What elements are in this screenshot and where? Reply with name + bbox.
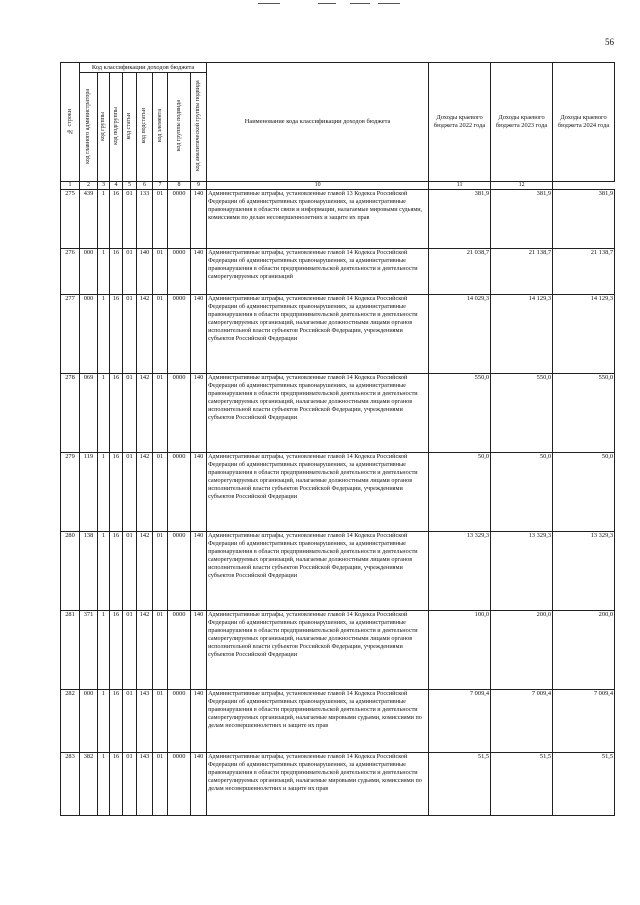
amount-2024: 13 329,3 bbox=[553, 532, 615, 611]
header-code-col: код статьи bbox=[123, 73, 137, 182]
scan-mark bbox=[378, 3, 400, 4]
code-cell: 140 bbox=[191, 690, 207, 753]
amount-2023: 50,0 bbox=[491, 453, 553, 532]
page-number: 56 bbox=[605, 37, 614, 47]
column-number: 11 bbox=[429, 182, 491, 190]
row-number: 280 bbox=[61, 532, 80, 611]
code-cell: 01 bbox=[153, 753, 168, 816]
row-number: 279 bbox=[61, 453, 80, 532]
row-number: 281 bbox=[61, 611, 80, 690]
code-cell: 01 bbox=[153, 611, 168, 690]
amount-2024: 200,0 bbox=[553, 611, 615, 690]
code-cell: 143 bbox=[137, 753, 153, 816]
row-number: 276 bbox=[61, 249, 80, 295]
amount-2023: 7 009,4 bbox=[491, 690, 553, 753]
code-cell: 140 bbox=[191, 190, 207, 249]
code-name: Административные штрафы, установленные главой 14 Кодекса Российской Федерации об административных правонарушениях, за административные правонарушения в области предпринимательской деятельности и деятельности саморегулируемых организаций, налагаемые мировыми судьями, комиссиями по делам несовершеннолетних и защите их прав bbox=[207, 753, 429, 816]
code-cell: 01 bbox=[123, 190, 137, 249]
code-name: Административные штрафы, установленные главой 14 Кодекса Российской Федерации об административных правонарушениях, за административные правонарушения в области предпринимательской деятельности и деятельности саморегулируемых организаций, налагаемые должностными лицами органов исполнительной власти субъектов Российской Федерации, учреждениями субъектов Российской Федерации bbox=[207, 374, 429, 453]
code-cell: 16 bbox=[110, 295, 123, 374]
header-row-no: № строки bbox=[61, 63, 80, 182]
code-cell: 140 bbox=[191, 753, 207, 816]
code-cell: 0000 bbox=[168, 453, 191, 532]
amount-2022: 550,0 bbox=[429, 374, 491, 453]
column-number-row bbox=[61, 182, 615, 190]
code-name: Административные штрафы, установленные главой 14 Кодекса Российской Федерации об административных правонарушениях, за административные правонарушения в области предпринимательской деятельности и деятельности саморегулируемых организаций bbox=[207, 249, 429, 295]
code-cell: 119 bbox=[80, 453, 98, 532]
amount-2022: 13 329,3 bbox=[429, 532, 491, 611]
code-cell: 16 bbox=[110, 190, 123, 249]
amount-2023: 550,0 bbox=[491, 374, 553, 453]
column-number: 3 bbox=[98, 182, 110, 190]
code-cell: 16 bbox=[110, 532, 123, 611]
scan-mark bbox=[350, 3, 370, 4]
table-row bbox=[61, 690, 615, 753]
column-number: 4 bbox=[110, 182, 123, 190]
column-number: 1 bbox=[61, 182, 80, 190]
code-cell: 140 bbox=[191, 453, 207, 532]
amount-2024: 21 138,7 bbox=[553, 249, 615, 295]
code-cell: 439 bbox=[80, 190, 98, 249]
amount-2023: 14 129,3 bbox=[491, 295, 553, 374]
code-cell: 01 bbox=[153, 295, 168, 374]
header-code-col: код группы подвида bbox=[168, 73, 191, 182]
code-cell: 1 bbox=[98, 532, 110, 611]
amount-2022: 100,0 bbox=[429, 611, 491, 690]
code-cell: 1 bbox=[98, 295, 110, 374]
code-cell: 01 bbox=[123, 453, 137, 532]
code-cell: 140 bbox=[137, 249, 153, 295]
amount-2022: 50,0 bbox=[429, 453, 491, 532]
code-name: Административные штрафы, установленные главой 14 Кодекса Российской Федерации об административных правонарушениях, за административные правонарушения в области предпринимательской деятельности и деятельности саморегулируемых организаций, налагаемые должностными лицами органов исполнительной власти субъектов Российской Федерации, учреждениями субъектов Российской Федерации bbox=[207, 611, 429, 690]
column-number: 7 bbox=[153, 182, 168, 190]
code-cell: 371 bbox=[80, 611, 98, 690]
code-cell: 133 bbox=[137, 190, 153, 249]
amount-2023: 51,5 bbox=[491, 753, 553, 816]
code-cell: 000 bbox=[80, 690, 98, 753]
code-cell: 1 bbox=[98, 453, 110, 532]
header-code-col: код подстатьи bbox=[137, 73, 153, 182]
code-cell: 000 bbox=[80, 295, 98, 374]
code-cell: 1 bbox=[98, 690, 110, 753]
code-cell: 140 bbox=[191, 295, 207, 374]
code-cell: 143 bbox=[137, 690, 153, 753]
code-cell: 142 bbox=[137, 611, 153, 690]
column-number: 6 bbox=[137, 182, 153, 190]
code-cell: 01 bbox=[153, 532, 168, 611]
column-number: 8 bbox=[168, 182, 191, 190]
code-cell: 16 bbox=[110, 453, 123, 532]
column-number: 10 bbox=[207, 182, 429, 190]
code-name: Административные штрафы, установленные главой 14 Кодекса Российской Федерации об административных правонарушениях, за административные правонарушения в области предпринимательской деятельности и деятельности саморегулируемых организаций, налагаемые должностными лицами органов исполнительной власти субъектов Российской Федерации, учреждениями субъектов Российской Федерации bbox=[207, 295, 429, 374]
table-row bbox=[61, 753, 615, 816]
code-cell: 01 bbox=[123, 690, 137, 753]
amount-2023: 200,0 bbox=[491, 611, 553, 690]
code-cell: 16 bbox=[110, 690, 123, 753]
code-cell: 0000 bbox=[168, 690, 191, 753]
column-number: 5 bbox=[123, 182, 137, 190]
code-cell: 16 bbox=[110, 753, 123, 816]
amount-2022: 381,9 bbox=[429, 190, 491, 249]
header-code-col: код элемента bbox=[153, 73, 168, 182]
code-cell: 0000 bbox=[168, 611, 191, 690]
code-name: Административные штрафы, установленные главой 13 Кодекса Российской Федерации об административных правонарушениях, за административные правонарушения в области связи и информации, налагаемые мировыми судьями, комиссиями по делам несовершеннолетних и защите их прав bbox=[207, 190, 429, 249]
scan-mark bbox=[318, 3, 336, 4]
amount-2023: 21 138,7 bbox=[491, 249, 553, 295]
code-cell: 0000 bbox=[168, 532, 191, 611]
code-name: Административные штрафы, установленные главой 14 Кодекса Российской Федерации об административных правонарушениях, за административные правонарушения в области предпринимательской деятельности и деятельности саморегулируемых организаций, налагаемые должностными лицами органов исполнительной власти субъектов Российской Федерации, учреждениями субъектов Российской Федерации bbox=[207, 532, 429, 611]
code-cell: 01 bbox=[153, 690, 168, 753]
amount-2024: 14 129,3 bbox=[553, 295, 615, 374]
code-cell: 142 bbox=[137, 532, 153, 611]
table-row bbox=[61, 453, 615, 532]
table-row bbox=[61, 374, 615, 453]
row-number: 282 bbox=[61, 690, 80, 753]
code-cell: 0000 bbox=[168, 753, 191, 816]
code-name: Административные штрафы, установленные главой 14 Кодекса Российской Федерации об административных правонарушениях, за административные правонарушения в области предпринимательской деятельности и деятельности саморегулируемых организаций, налагаемые должностными лицами органов исполнительной власти субъектов Российской Федерации, учреждениями субъектов Российской Федерации bbox=[207, 453, 429, 532]
amount-2024: 51,5 bbox=[553, 753, 615, 816]
code-cell: 142 bbox=[137, 453, 153, 532]
code-cell: 069 bbox=[80, 374, 98, 453]
table-row bbox=[61, 295, 615, 374]
table-row bbox=[61, 532, 615, 611]
header-code-col: код подгруппы bbox=[110, 73, 123, 182]
code-cell: 382 bbox=[80, 753, 98, 816]
code-cell: 01 bbox=[123, 753, 137, 816]
amount-2023: 381,9 bbox=[491, 190, 553, 249]
code-cell: 16 bbox=[110, 611, 123, 690]
code-cell: 142 bbox=[137, 295, 153, 374]
table-row bbox=[61, 249, 615, 295]
code-cell: 140 bbox=[191, 532, 207, 611]
code-cell: 0000 bbox=[168, 249, 191, 295]
revenue-table bbox=[60, 62, 615, 816]
scan-mark bbox=[258, 3, 280, 4]
code-cell: 140 bbox=[191, 374, 207, 453]
column-number: 9 bbox=[191, 182, 207, 190]
amount-2024: 381,9 bbox=[553, 190, 615, 249]
amount-2024: 7 009,4 bbox=[553, 690, 615, 753]
code-cell: 142 bbox=[137, 374, 153, 453]
header-code-col: код главного администратора bbox=[80, 73, 98, 182]
header-2023: Доходы краевого бюджета 2023 года bbox=[491, 63, 553, 182]
code-cell: 0000 bbox=[168, 295, 191, 374]
code-cell: 0000 bbox=[168, 190, 191, 249]
code-cell: 01 bbox=[123, 249, 137, 295]
header-2024: Доходы краевого бюджета 2024 года bbox=[553, 63, 615, 182]
code-cell: 140 bbox=[191, 249, 207, 295]
header-name: Наименование кода классификации доходов бюджета bbox=[207, 63, 429, 182]
row-number: 283 bbox=[61, 753, 80, 816]
table-body bbox=[61, 190, 615, 816]
table-row bbox=[61, 190, 615, 249]
code-cell: 1 bbox=[98, 374, 110, 453]
row-number: 275 bbox=[61, 190, 80, 249]
amount-2022: 21 038,7 bbox=[429, 249, 491, 295]
header-code-col: код группы bbox=[98, 73, 110, 182]
code-cell: 16 bbox=[110, 374, 123, 453]
code-cell: 01 bbox=[153, 249, 168, 295]
code-cell: 01 bbox=[123, 374, 137, 453]
code-cell: 138 bbox=[80, 532, 98, 611]
row-number: 278 bbox=[61, 374, 80, 453]
code-cell: 0000 bbox=[168, 374, 191, 453]
header-code-col: код аналитической группы подвида bbox=[191, 73, 207, 182]
amount-2024: 550,0 bbox=[553, 374, 615, 453]
amount-2022: 51,5 bbox=[429, 753, 491, 816]
amount-2022: 7 009,4 bbox=[429, 690, 491, 753]
amount-2024: 50,0 bbox=[553, 453, 615, 532]
header-code-group: Код классификации доходов бюджета bbox=[80, 63, 207, 73]
code-cell: 01 bbox=[153, 453, 168, 532]
row-number: 277 bbox=[61, 295, 80, 374]
column-number: 2 bbox=[80, 182, 98, 190]
code-cell: 01 bbox=[153, 190, 168, 249]
table-row bbox=[61, 611, 615, 690]
code-cell: 01 bbox=[123, 295, 137, 374]
code-cell: 1 bbox=[98, 611, 110, 690]
code-name: Административные штрафы, установленные главой 14 Кодекса Российской Федерации об административных правонарушениях, за административные правонарушения в области предпринимательской деятельности и деятельности саморегулируемых организаций, налагаемые мировыми судьями, комиссиями по делам несовершеннолетних и защите их прав bbox=[207, 690, 429, 753]
code-cell: 1 bbox=[98, 190, 110, 249]
header-2022: Доходы краевого бюджета 2022 года bbox=[429, 63, 491, 182]
code-cell: 000 bbox=[80, 249, 98, 295]
column-number: 12 bbox=[491, 182, 553, 190]
header-row bbox=[61, 63, 615, 73]
code-cell: 01 bbox=[123, 532, 137, 611]
code-cell: 1 bbox=[98, 753, 110, 816]
code-cell: 140 bbox=[191, 611, 207, 690]
code-cell: 01 bbox=[123, 611, 137, 690]
code-cell: 1 bbox=[98, 249, 110, 295]
amount-2022: 14 029,3 bbox=[429, 295, 491, 374]
code-cell: 16 bbox=[110, 249, 123, 295]
code-cell: 01 bbox=[153, 374, 168, 453]
amount-2023: 13 329,3 bbox=[491, 532, 553, 611]
